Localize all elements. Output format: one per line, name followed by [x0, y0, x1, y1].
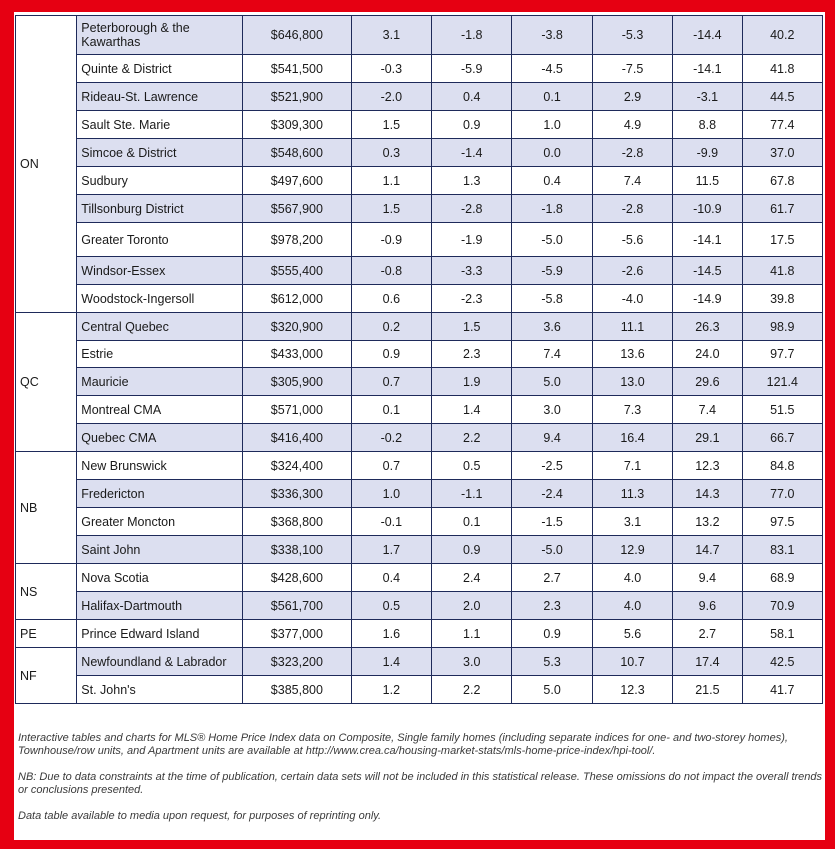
change-3-month-cell: 0.5: [432, 452, 512, 480]
table-row: [16, 564, 823, 592]
change-5-year-cell: 77.0: [742, 480, 822, 508]
table-row: [16, 592, 823, 620]
benchmark-price-cell: $567,900: [243, 195, 352, 223]
change-6-month-cell: 5.0: [512, 676, 592, 704]
change-3-month-cell: -5.9: [432, 55, 512, 83]
table-row: [16, 285, 823, 313]
change-1-year-cell: 7.3: [592, 396, 672, 424]
change-1-month-cell: -0.8: [351, 257, 431, 285]
change-3-month-cell: 2.0: [432, 592, 512, 620]
region-cell: Sudbury: [77, 167, 243, 195]
change-1-year-cell: -5.6: [592, 223, 672, 257]
change-1-year-cell: 4.0: [592, 592, 672, 620]
change-5-year-cell: 68.9: [742, 564, 822, 592]
change-5-year-cell: 66.7: [742, 424, 822, 452]
benchmark-price-cell: $646,800: [243, 16, 352, 55]
change-3-year-cell: 29.1: [673, 424, 742, 452]
change-3-year-cell: 14.3: [673, 480, 742, 508]
region-cell: Central Quebec: [77, 313, 243, 341]
change-6-month-cell: 7.4: [512, 341, 592, 368]
benchmark-price-cell: $433,000: [243, 341, 352, 368]
change-6-month-cell: 5.0: [512, 368, 592, 396]
change-5-year-cell: 121.4: [742, 368, 822, 396]
change-1-year-cell: 2.9: [592, 83, 672, 111]
benchmark-price-cell: $385,800: [243, 676, 352, 704]
region-cell: Quebec CMA: [77, 424, 243, 452]
change-3-year-cell: -14.1: [673, 55, 742, 83]
benchmark-price-cell: $320,900: [243, 313, 352, 341]
region-cell: Halifax-Dartmouth: [77, 592, 243, 620]
change-1-month-cell: 0.7: [351, 368, 431, 396]
change-1-month-cell: 1.0: [351, 480, 431, 508]
change-3-year-cell: -9.9: [673, 139, 742, 167]
province-cell: QC: [16, 313, 77, 452]
change-3-month-cell: 3.0: [432, 648, 512, 676]
change-3-month-cell: -1.1: [432, 480, 512, 508]
change-3-month-cell: 1.5: [432, 313, 512, 341]
change-3-year-cell: -14.4: [673, 16, 742, 55]
hpi-table-body: [16, 16, 823, 704]
change-3-year-cell: 2.7: [673, 620, 742, 648]
change-1-year-cell: 13.0: [592, 368, 672, 396]
footnotes: [18, 732, 823, 836]
change-6-month-cell: -2.4: [512, 480, 592, 508]
change-3-year-cell: -10.9: [673, 195, 742, 223]
table-row: [16, 396, 823, 424]
table-row: [16, 424, 823, 452]
change-3-month-cell: 0.1: [432, 508, 512, 536]
change-1-year-cell: 12.3: [592, 676, 672, 704]
region-cell: St. John's: [77, 676, 243, 704]
table-row: [16, 55, 823, 83]
change-3-year-cell: 9.6: [673, 592, 742, 620]
province-cell: PE: [16, 620, 77, 648]
province-cell: ON: [16, 16, 77, 313]
change-3-year-cell: 26.3: [673, 313, 742, 341]
footnote-data-constraints: NB: Due to data constraints at the time of publication, certain data sets will not be included in this statistical release. These omissions do not impact the overall trends or conclusions presented.: [18, 771, 823, 796]
region-cell: Woodstock-Ingersoll: [77, 285, 243, 313]
change-1-month-cell: 1.5: [351, 195, 431, 223]
benchmark-price-cell: $377,000: [243, 620, 352, 648]
table-row: [16, 536, 823, 564]
change-3-month-cell: 1.9: [432, 368, 512, 396]
change-5-year-cell: 44.5: [742, 83, 822, 111]
change-3-month-cell: 1.4: [432, 396, 512, 424]
change-1-month-cell: 1.6: [351, 620, 431, 648]
change-1-year-cell: -2.8: [592, 195, 672, 223]
change-3-year-cell: 9.4: [673, 564, 742, 592]
change-3-month-cell: 2.3: [432, 341, 512, 368]
change-1-month-cell: -0.3: [351, 55, 431, 83]
change-3-year-cell: -14.1: [673, 223, 742, 257]
change-6-month-cell: -2.5: [512, 452, 592, 480]
table-row: [16, 341, 823, 368]
region-cell: Fredericton: [77, 480, 243, 508]
change-1-month-cell: 0.9: [351, 341, 431, 368]
region-cell: Tillsonburg District: [77, 195, 243, 223]
change-1-month-cell: 0.3: [351, 139, 431, 167]
change-5-year-cell: 37.0: [742, 139, 822, 167]
change-5-year-cell: 41.7: [742, 676, 822, 704]
change-1-month-cell: 3.1: [351, 16, 431, 55]
change-5-year-cell: 41.8: [742, 55, 822, 83]
change-3-year-cell: 24.0: [673, 341, 742, 368]
change-1-year-cell: 5.6: [592, 620, 672, 648]
change-1-month-cell: 1.5: [351, 111, 431, 139]
change-1-month-cell: 0.5: [351, 592, 431, 620]
region-cell: Montreal CMA: [77, 396, 243, 424]
change-6-month-cell: 2.3: [512, 592, 592, 620]
change-3-month-cell: 2.4: [432, 564, 512, 592]
change-6-month-cell: -3.8: [512, 16, 592, 55]
benchmark-price-cell: $555,400: [243, 257, 352, 285]
change-3-month-cell: -3.3: [432, 257, 512, 285]
region-cell: Mauricie: [77, 368, 243, 396]
change-6-month-cell: -4.5: [512, 55, 592, 83]
table-row: [16, 139, 823, 167]
table-row: [16, 480, 823, 508]
change-6-month-cell: 5.3: [512, 648, 592, 676]
change-3-year-cell: 17.4: [673, 648, 742, 676]
table-row: [16, 16, 823, 55]
table-row: [16, 452, 823, 480]
change-6-month-cell: 0.1: [512, 83, 592, 111]
change-1-year-cell: -7.5: [592, 55, 672, 83]
change-3-month-cell: -1.8: [432, 16, 512, 55]
hpi-table: [15, 15, 823, 704]
change-5-year-cell: 40.2: [742, 16, 822, 55]
change-1-year-cell: -2.6: [592, 257, 672, 285]
change-3-month-cell: 0.9: [432, 536, 512, 564]
table-row: [16, 313, 823, 341]
change-3-year-cell: -3.1: [673, 83, 742, 111]
change-3-month-cell: 0.9: [432, 111, 512, 139]
region-cell: Simcoe & District: [77, 139, 243, 167]
benchmark-price-cell: $561,700: [243, 592, 352, 620]
benchmark-price-cell: $309,300: [243, 111, 352, 139]
change-3-month-cell: -2.8: [432, 195, 512, 223]
document-frame: [14, 12, 825, 840]
table-row: [16, 195, 823, 223]
region-cell: Peterborough & the Kawarthas: [77, 16, 243, 55]
change-3-year-cell: 11.5: [673, 167, 742, 195]
benchmark-price-cell: $368,800: [243, 508, 352, 536]
change-5-year-cell: 58.1: [742, 620, 822, 648]
change-5-year-cell: 77.4: [742, 111, 822, 139]
change-1-month-cell: 1.4: [351, 648, 431, 676]
benchmark-price-cell: $338,100: [243, 536, 352, 564]
table-row: [16, 257, 823, 285]
change-3-month-cell: -2.3: [432, 285, 512, 313]
change-6-month-cell: -1.8: [512, 195, 592, 223]
change-1-month-cell: 1.7: [351, 536, 431, 564]
change-6-month-cell: -5.9: [512, 257, 592, 285]
change-3-month-cell: 2.2: [432, 676, 512, 704]
footnote-interactive-tables: Interactive tables and charts for MLS® Home Price Index data on Composite, Single family homes (including separate indices for one- and two-storey homes), Townhouse/row units, and Apartment units are available at http://www.crea.ca/housing-market-stats/mls-home-price-index/hpi-tool/.: [18, 732, 788, 757]
footnote-media-request: Data table available to media upon request, for purposes of reprinting only.: [18, 810, 382, 822]
benchmark-price-cell: $497,600: [243, 167, 352, 195]
province-cell: NS: [16, 564, 77, 620]
change-5-year-cell: 98.9: [742, 313, 822, 341]
change-1-year-cell: 4.0: [592, 564, 672, 592]
change-3-year-cell: 7.4: [673, 396, 742, 424]
change-1-month-cell: 0.2: [351, 313, 431, 341]
change-1-month-cell: 0.7: [351, 452, 431, 480]
change-1-year-cell: -5.3: [592, 16, 672, 55]
change-5-year-cell: 41.8: [742, 257, 822, 285]
benchmark-price-cell: $324,400: [243, 452, 352, 480]
change-1-year-cell: 4.9: [592, 111, 672, 139]
change-1-month-cell: 1.1: [351, 167, 431, 195]
change-3-month-cell: 2.2: [432, 424, 512, 452]
province-cell: NF: [16, 648, 77, 704]
change-1-year-cell: 16.4: [592, 424, 672, 452]
change-3-year-cell: -14.5: [673, 257, 742, 285]
table-row: [16, 676, 823, 704]
change-1-month-cell: 0.6: [351, 285, 431, 313]
change-1-year-cell: 11.1: [592, 313, 672, 341]
benchmark-price-cell: $305,900: [243, 368, 352, 396]
change-1-year-cell: 13.6: [592, 341, 672, 368]
region-cell: Rideau-St. Lawrence: [77, 83, 243, 111]
change-6-month-cell: 1.0: [512, 111, 592, 139]
benchmark-price-cell: $541,500: [243, 55, 352, 83]
change-3-month-cell: 1.1: [432, 620, 512, 648]
change-3-year-cell: 29.6: [673, 368, 742, 396]
change-3-year-cell: 12.3: [673, 452, 742, 480]
change-5-year-cell: 42.5: [742, 648, 822, 676]
benchmark-price-cell: $428,600: [243, 564, 352, 592]
table-row: [16, 167, 823, 195]
region-cell: New Brunswick: [77, 452, 243, 480]
change-3-month-cell: -1.4: [432, 139, 512, 167]
change-6-month-cell: 2.7: [512, 564, 592, 592]
region-cell: Sault Ste. Marie: [77, 111, 243, 139]
change-3-year-cell: 8.8: [673, 111, 742, 139]
change-3-month-cell: 1.3: [432, 167, 512, 195]
region-cell: Greater Moncton: [77, 508, 243, 536]
province-cell: NB: [16, 452, 77, 564]
table-row: [16, 111, 823, 139]
region-cell: Nova Scotia: [77, 564, 243, 592]
change-3-year-cell: 14.7: [673, 536, 742, 564]
change-6-month-cell: 3.0: [512, 396, 592, 424]
change-6-month-cell: -1.5: [512, 508, 592, 536]
change-5-year-cell: 51.5: [742, 396, 822, 424]
benchmark-price-cell: $548,600: [243, 139, 352, 167]
change-5-year-cell: 17.5: [742, 223, 822, 257]
benchmark-price-cell: $323,200: [243, 648, 352, 676]
region-cell: Quinte & District: [77, 55, 243, 83]
change-3-year-cell: 13.2: [673, 508, 742, 536]
change-1-year-cell: 10.7: [592, 648, 672, 676]
region-cell: Saint John: [77, 536, 243, 564]
change-1-month-cell: 0.4: [351, 564, 431, 592]
benchmark-price-cell: $416,400: [243, 424, 352, 452]
change-6-month-cell: 0.0: [512, 139, 592, 167]
change-3-month-cell: -1.9: [432, 223, 512, 257]
change-5-year-cell: 61.7: [742, 195, 822, 223]
benchmark-price-cell: $978,200: [243, 223, 352, 257]
change-5-year-cell: 67.8: [742, 167, 822, 195]
region-cell: Estrie: [77, 341, 243, 368]
change-6-month-cell: -5.8: [512, 285, 592, 313]
change-1-year-cell: 3.1: [592, 508, 672, 536]
change-6-month-cell: -5.0: [512, 536, 592, 564]
change-5-year-cell: 70.9: [742, 592, 822, 620]
change-1-month-cell: -0.2: [351, 424, 431, 452]
change-5-year-cell: 83.1: [742, 536, 822, 564]
change-5-year-cell: 39.8: [742, 285, 822, 313]
change-1-year-cell: 11.3: [592, 480, 672, 508]
benchmark-price-cell: $571,000: [243, 396, 352, 424]
change-6-month-cell: 0.4: [512, 167, 592, 195]
change-1-month-cell: 1.2: [351, 676, 431, 704]
change-1-year-cell: -2.8: [592, 139, 672, 167]
change-6-month-cell: -5.0: [512, 223, 592, 257]
change-1-year-cell: 7.1: [592, 452, 672, 480]
change-3-month-cell: 0.4: [432, 83, 512, 111]
change-1-year-cell: 12.9: [592, 536, 672, 564]
table-row: [16, 368, 823, 396]
change-1-month-cell: 0.1: [351, 396, 431, 424]
region-cell: Greater Toronto: [77, 223, 243, 257]
change-1-month-cell: -0.9: [351, 223, 431, 257]
region-cell: Windsor-Essex: [77, 257, 243, 285]
benchmark-price-cell: $612,000: [243, 285, 352, 313]
change-3-year-cell: -14.9: [673, 285, 742, 313]
benchmark-price-cell: $336,300: [243, 480, 352, 508]
table-row: [16, 83, 823, 111]
change-5-year-cell: 97.5: [742, 508, 822, 536]
change-5-year-cell: 84.8: [742, 452, 822, 480]
table-row: [16, 508, 823, 536]
change-6-month-cell: 3.6: [512, 313, 592, 341]
region-cell: Newfoundland & Labrador: [77, 648, 243, 676]
change-1-month-cell: -2.0: [351, 83, 431, 111]
change-1-month-cell: -0.1: [351, 508, 431, 536]
change-1-year-cell: -4.0: [592, 285, 672, 313]
change-5-year-cell: 97.7: [742, 341, 822, 368]
benchmark-price-cell: $521,900: [243, 83, 352, 111]
change-6-month-cell: 0.9: [512, 620, 592, 648]
table-row: [16, 620, 823, 648]
table-row: [16, 223, 823, 257]
region-cell: Prince Edward Island: [77, 620, 243, 648]
table-row: [16, 648, 823, 676]
change-1-year-cell: 7.4: [592, 167, 672, 195]
change-6-month-cell: 9.4: [512, 424, 592, 452]
change-3-year-cell: 21.5: [673, 676, 742, 704]
